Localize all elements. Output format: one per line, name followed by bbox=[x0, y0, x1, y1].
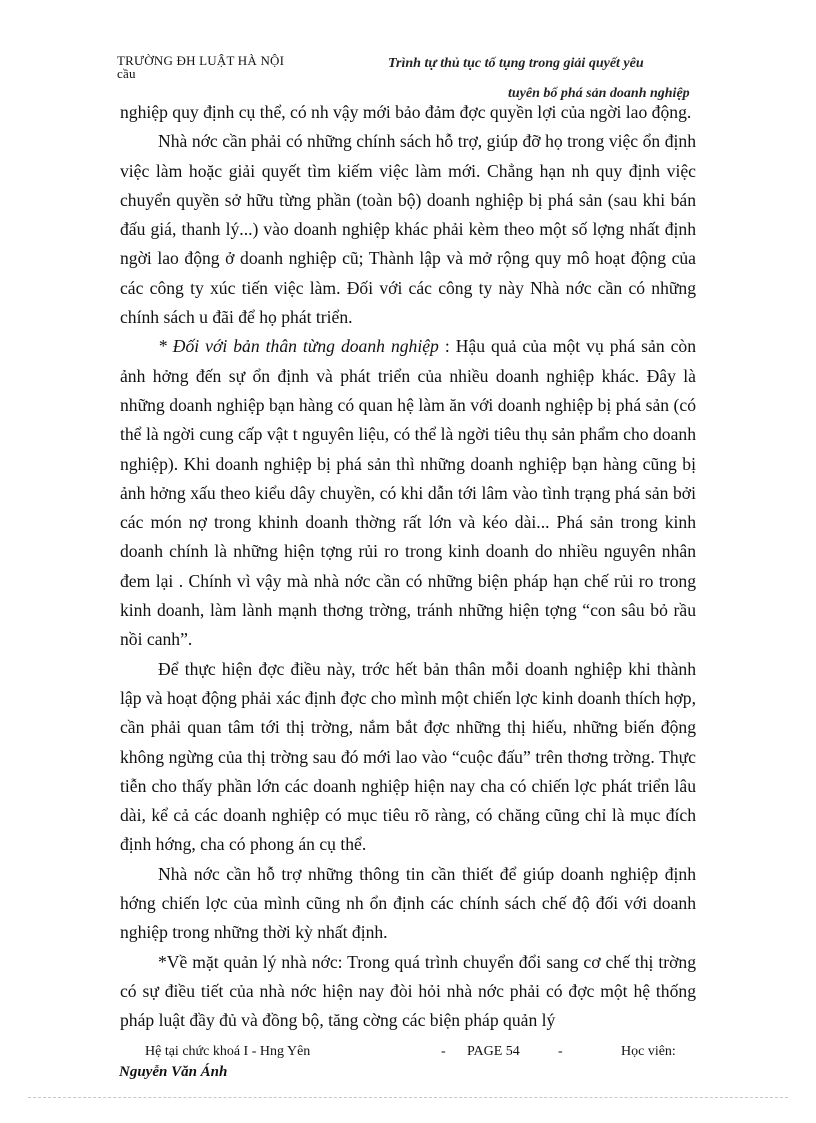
header-left-continuation: cầu bbox=[117, 66, 136, 81]
paragraph-5: Nhà nớc cần hỗ trợ những thông tin cần thiết để giúp doanh nghiệp định hớng chiến lợc của mình cũng nh ổn định các chính sách chế độ đối với doanh nghiệp trong những thời kỳ nhất định. bbox=[120, 863, 696, 943]
footer-dash-left: - bbox=[441, 1044, 446, 1059]
footer-author: Nguyễn Văn Ánh bbox=[119, 1064, 228, 1080]
paragraph-6: *Về mặt quản lý nhà nớc: Trong quá trình chuyển đổi sang cơ chế thị trờng có sự điều tiết của nhà nớc hiện nay đòi hỏi nhà nớc phải có đợc một hệ thống pháp luật đầy đủ và đồng bộ, tăng cờng các biện pháp quản lý bbox=[120, 951, 696, 1031]
paragraph-4: Để thực hiện đợc điều này, trớc hết bản thân mỗi doanh nghiệp khi thành lập và hoạt động phải xác định đợc cho mình một chiến lợc kinh doanh thích hợp, cần phải quan tâm tới thị trờng, nắm bắt đợc những thị hiếu, những biến động không ngừng của thị trờng sau đó mới lao vào “cuộc đấu” trên thơng trờng. Thực tiễn cho thấy phần lớn các doanh nghiệp hiện nay cha có chiến lợc phát triển lâu dài, kể cả các doanh nghiệp có mục tiêu rõ ràng, có chăng cũng chỉ là mục đích định hớng, cha có phong án cụ thể. bbox=[120, 658, 696, 855]
header-document-title bbox=[388, 54, 708, 104]
footer-course: Hệ tại chức khoá I - Hng Yên bbox=[145, 1044, 311, 1059]
header-title-line2: tuyên bố phá sản doanh nghiệp bbox=[508, 86, 690, 101]
body-text bbox=[120, 98, 696, 1036]
header-title-line1: Trình tự thủ tục tố tụng trong giải quyết yêu bbox=[388, 56, 644, 71]
page-bottom-divider bbox=[28, 1097, 788, 1098]
footer-dash-right: - bbox=[558, 1044, 563, 1059]
page-number: PAGE 54 bbox=[467, 1044, 520, 1059]
header-school-name: TRƯỜNG ĐH LUẬT HÀ NỘI bbox=[117, 53, 285, 68]
paragraph-3-text: : Hậu quả của một vụ phá sản còn ảnh hởng đến sự ổn định và phát triển của nhiều doanh nghiệp khác. Đây là những doanh nghiệp bạn hàng có quan hệ làm ăn với doanh nghiệp bị phá sản (có thể là ngời cung cấp vật t nguyên liệu, có thể là ngời tiêu thụ sản phẩm cho doanh nghiệp). Khi doanh nghiệp bị phá sản thì những doanh nghiệp bạn hàng cũng bị ảnh hởng xấu theo kiểu dây chuyền, có khi dẫn tới lâm vào tình trạng phá sản bởi các món nợ trong khinh doanh thờng rất lớn và kéo dài... Phá sản trong kinh doanh chính là những hiện tợng rủi ro trong kinh doanh do nhiều nguyên nhân đem lại . Chính vì vậy mà nhà nớc cần có những biện pháp hạn chế rủi ro trong kinh doanh, làm lành mạnh thơng trờng, tránh những hiện tợng “con sâu bỏ rầu nồi canh”. bbox=[120, 336, 697, 650]
header-school bbox=[117, 54, 297, 80]
footer-student-label: Học viên: bbox=[621, 1044, 676, 1059]
paragraph-3-lead: * Đối với bản thân từng doanh nghiệp bbox=[158, 336, 439, 357]
paragraph-3 bbox=[120, 332, 696, 654]
paragraph-2: Nhà nớc cần phải có những chính sách hỗ trợ, giúp đỡ họ trong việc ổn định việc làm hoặc giải quyết tìm kiếm việc làm mới. Chẳng hạn nh quy định việc chuyển quyền sở hữu từng phần (toàn bộ) doanh nghiệp bị phá sản (sau khi bán đấu giá, thanh lý...) vào doanh nghiệp khác phải kèm theo một số lợng nhất định ngời lao động ở doanh nghiệp cũ; Thành lập và mở rộng quy mô hoạt động của các công ty xúc tiến việc làm. Đối với các công ty này Nhà nớc cần có những chính sách u đãi để họ phát triển. bbox=[120, 131, 696, 328]
paragraph-1: nghiệp quy định cụ thể, có nh vậy mới bảo đảm đợc quyền lợi của ngời lao động. bbox=[120, 102, 692, 122]
